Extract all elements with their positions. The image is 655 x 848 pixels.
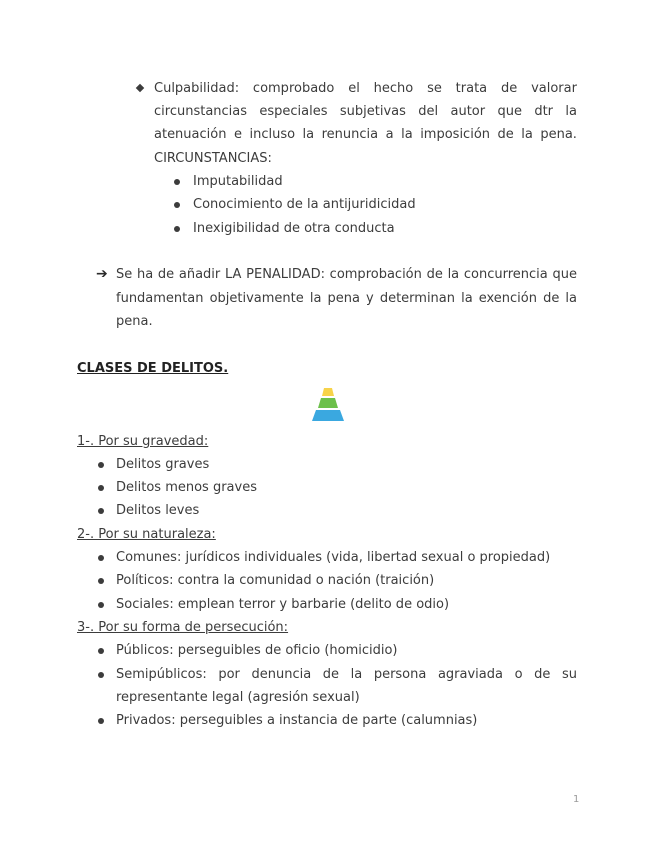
page-number: 1 <box>573 794 580 805</box>
bullet-icon <box>98 602 104 608</box>
bullet-icon <box>98 648 104 654</box>
circunstancia-item: Imputabilidad <box>193 174 283 189</box>
bullet-icon <box>174 202 180 208</box>
pyramid-icon <box>308 385 348 425</box>
penalidad-line-1: Se ha de añadir LA PENALIDAD: comprobación de la concurrencia que <box>116 267 577 282</box>
group-heading-persecucion: 3-. Por su forma de persecución: <box>77 620 289 635</box>
bullet-icon <box>98 485 104 491</box>
bullet-icon <box>174 226 180 232</box>
bullet-icon <box>98 555 104 561</box>
diamond-bullet-icon <box>136 84 144 92</box>
culpabilidad-line-1: Culpabilidad: comprobado el hecho se trata de valorar <box>154 81 577 96</box>
circunstancia-item: Inexigibilidad de otra conducta <box>193 221 395 236</box>
list-item: Públicos: perseguibles de oficio (homicidio) <box>116 643 398 658</box>
arrow-right-icon: ➔ <box>96 266 108 282</box>
list-item: Sociales: emplean terror y barbarie (delito de odio) <box>116 597 450 612</box>
list-item: Delitos graves <box>116 457 210 472</box>
penalidad-line-2: fundamentan objetivamente la pena y determinan la exención de la <box>116 291 577 306</box>
bullet-icon <box>98 718 104 724</box>
penalidad-line-3: pena. <box>116 314 153 329</box>
bullet-icon <box>98 578 104 584</box>
culpabilidad-line-2: circunstancias especiales subjetivas del autor que dtr la <box>154 104 577 119</box>
list-item-continuation: representante legal (agresión sexual) <box>116 690 360 705</box>
pyramid-middle-tier <box>318 398 338 408</box>
bullet-icon <box>174 179 180 185</box>
pyramid-top-tier <box>322 388 334 396</box>
list-item: Delitos menos graves <box>116 480 257 495</box>
bullet-icon <box>98 672 104 678</box>
list-item: Políticos: contra la comunidad o nación (traición) <box>116 573 435 588</box>
culpabilidad-line-3: atenuación e incluso la renuncia a la imposición de la pena. <box>154 127 577 142</box>
bullet-icon <box>98 462 104 468</box>
culpabilidad-line-4: CIRCUNSTANCIAS: <box>154 151 272 166</box>
group-heading-naturaleza: 2-. Por su naturaleza: <box>77 527 216 542</box>
list-item: Semipúblicos: por denuncia de la persona agraviada o de su <box>116 667 577 682</box>
list-item: Privados: perseguibles a instancia de parte (calumnias) <box>116 713 478 728</box>
group-heading-gravedad: 1-. Por su gravedad: <box>77 434 209 449</box>
bullet-icon <box>98 508 104 514</box>
section-title: CLASES DE DELITOS. <box>77 361 229 376</box>
pyramid-bottom-tier <box>312 410 344 421</box>
list-item: Delitos leves <box>116 503 200 518</box>
list-item: Comunes: jurídicos individuales (vida, libertad sexual o propiedad) <box>116 550 551 565</box>
circunstancia-item: Conocimiento de la antijuridicidad <box>193 197 416 212</box>
